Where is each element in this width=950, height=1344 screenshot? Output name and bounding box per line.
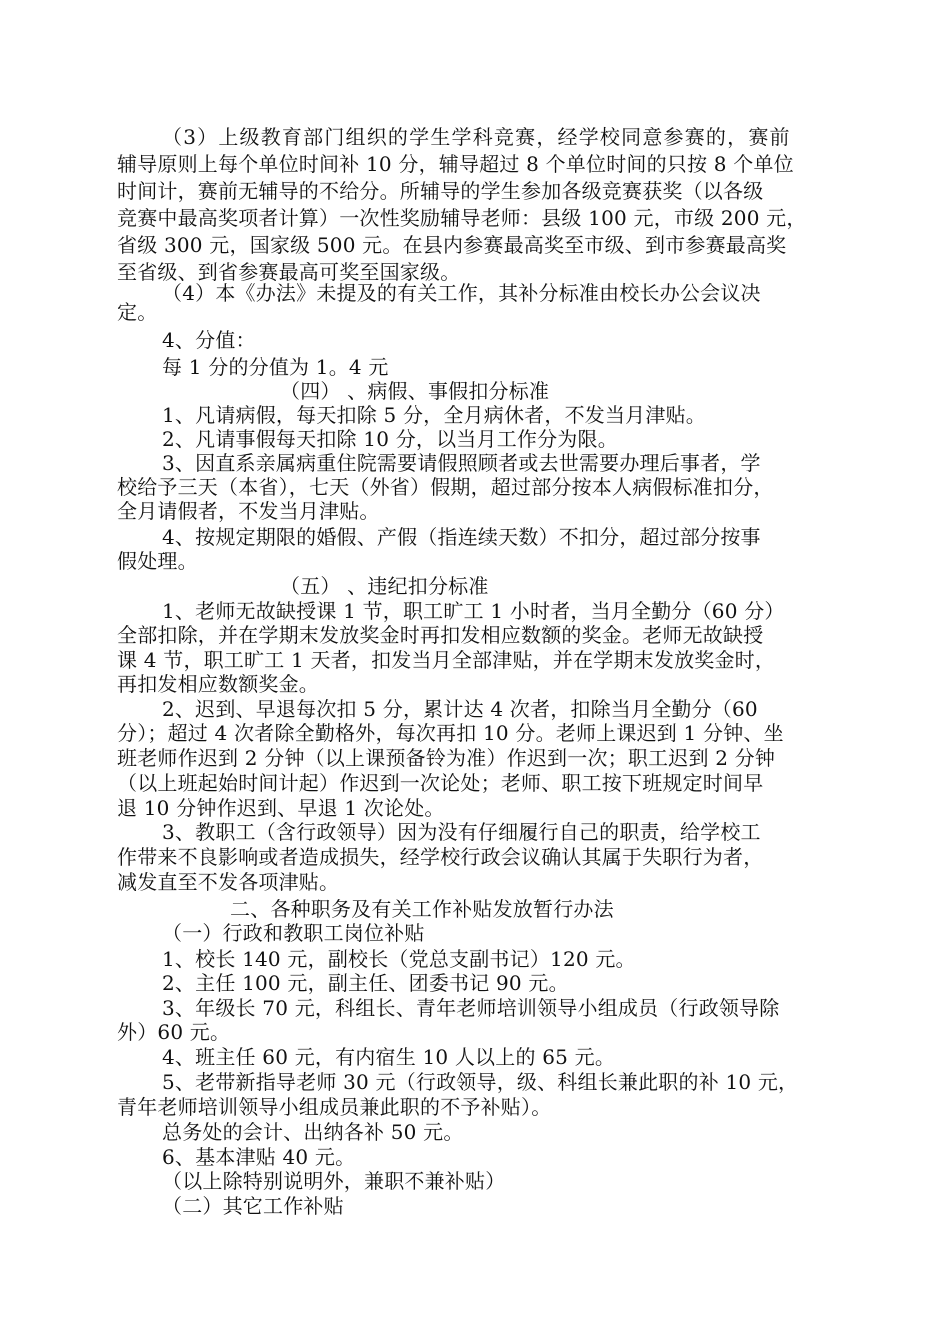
text-line: 课 4 节，职工旷工 1 天者，扣发当月全部津贴，并在学期末发放奖金时， [117,648,776,672]
text-line: （以上除特别说明外，兼职不兼补贴） [162,1169,506,1193]
text-line: 3、年级长 70 元，科组长、青年老师培训领导小组成员（行政领导除 [162,996,780,1020]
text-line: 每 1 分的分值为 1。4 元 [162,355,389,379]
text-line: 竞赛中最高奖项者计算）一次性奖励辅导老师：县级 100 元，市级 200 元， [117,206,807,230]
text-line: 辅导原则上每个单位时间补 10 分，辅导超过 8 个单位时间的只按 8 个单位 [117,152,794,176]
subsection-heading: （二）其它工作补贴 [162,1194,344,1218]
text-line: 时间计，赛前无辅导的不给分。所辅导的学生参加各级竞赛获奖（以各级 [117,179,764,203]
text-line: 青年老师培训领导小组成员兼此职的不予补贴）。 [117,1095,552,1119]
text-line: 全部扣除，并在学期末发放奖金时再扣发相应数额的奖金。老师无故缺授 [117,623,764,647]
text-line: 分）；超过 4 次者除全勤格外，每次再扣 10 分。老师上课迟到 1 分钟、坐 [117,721,784,745]
text-line: 校给予三天（本省），七天（外省）假期，超过部分按本人病假标准扣分， [117,475,774,499]
text-line: 4、分值： [162,328,256,352]
text-line: 再扣发相应数额奖金。 [117,672,319,696]
text-line: 4、班主任 60 元，有内宿生 10 人以上的 65 元。 [162,1045,616,1069]
section-heading: 二、各种职务及有关工作补贴发放暂行办法 [230,897,614,921]
text-line: 全月请假者，不发当月津贴。 [117,499,380,523]
text-line: 1、凡请病假，每天扣除 5 分，全月病休者，不发当月津贴。 [162,403,706,427]
text-line: 4、按规定期限的婚假、产假（指连续天数）不扣分，超过部分按事 [162,525,761,549]
text-line: 2、迟到、早退每次扣 5 分，累计达 4 次者，扣除当月全勤分（60 [162,697,758,721]
subsection-heading: （一）行政和教职工岗位补贴 [162,921,425,945]
text-line: 假处理。 [117,549,198,573]
text-line: 5、老带新指导老师 30 元（行政领导，级、科组长兼此职的补 10 元， [162,1070,799,1094]
text-line: 2、主任 100 元，副主任、团委书记 90 元。 [162,971,569,995]
section-heading: （四） 、病假、事假扣分标准 [280,379,550,403]
text-line: （4）本《办法》未提及的有关工作，其补分标准由校长办公会议决 [162,281,761,305]
text-line: 退 10 分钟作迟到、早退 1 次论处。 [117,796,445,820]
text-line: 班老师作迟到 2 分钟（以上课预备铃为准）作迟到一次；职工迟到 2 分钟 [117,746,776,770]
text-line: 3、因直系亲属病重住院需要请假照顾者或去世需要办理后事者，学 [162,451,761,475]
text-line: （以上班起始时间计起）作迟到一次论处；老师、职工按下班规定时间早 [117,771,764,795]
text-line: 外）60 元。 [117,1020,231,1044]
text-line: 1、校长 140 元，副校长（党总支副书记）120 元。 [162,947,636,971]
text-line: 省级 300 元，国家级 500 元。在县内参赛最高奖至市级、到市参赛最高奖 [117,233,787,257]
text-line: 减发直至不发各项津贴。 [117,870,340,894]
text-line: 3、教职工（含行政领导）因为没有仔细履行自己的职责，给学校工 [162,820,761,844]
text-line: 1、老师无故缺授课 1 节，职工旷工 1 小时者，当月全勤分（60 分） [162,599,785,623]
text-line: 至省级、到省参赛最高可奖至国家级。 [117,260,461,284]
text-line: 作带来不良影响或者造成损失，经学校行政会议确认其属于失职行为者， [117,845,764,869]
text-line: 6、基本津贴 40 元。 [162,1145,356,1169]
text-line: 总务处的会计、出纳各补 50 元。 [162,1120,464,1144]
section-heading: （五） 、违纪扣分标准 [280,574,489,598]
text-line: 2、凡请事假每天扣除 10 分，以当月工作分为限。 [162,427,618,451]
text-line: 定。 [117,300,158,324]
text-line: （3）上级教育部门组织的学生学科竞赛，经学校同意参赛的，赛前 [162,125,791,149]
